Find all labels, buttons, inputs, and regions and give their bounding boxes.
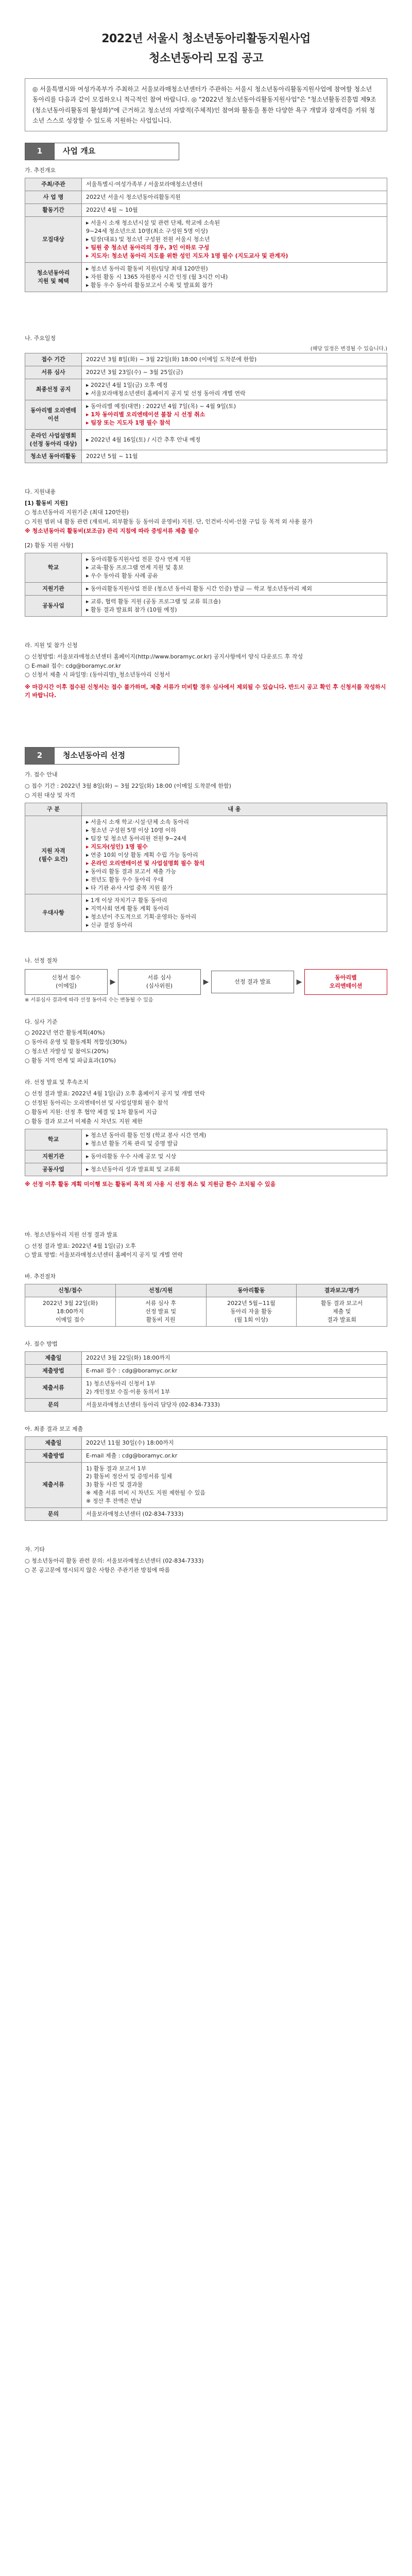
table-row [25, 553, 387, 583]
row-label: 최종선정 공지 [25, 379, 82, 400]
table-row [25, 1129, 387, 1150]
row-line: ▸ 청소년 동아리 활동비 지원(팀당 최대 120만원) [86, 265, 208, 272]
process-table [25, 1284, 387, 1327]
row-line: ▸ 우수 동아리 활동 사례 공유 [86, 572, 158, 579]
text-line: ○ 동아리 운영 및 활동계획 적합성(30%) [25, 1039, 127, 1046]
table-row [25, 204, 387, 217]
text-line: ○ 청소년동아리 지원기준 (최대 120만원) [25, 509, 129, 516]
row-content [82, 595, 387, 616]
row-line: 서울보라매청소년센터 (02-834-7333) [86, 1511, 184, 1518]
row-label: 우대사항 [25, 894, 82, 932]
row-line: ▸ 동아리 활동 결과 보고서 제출 가능 [86, 868, 177, 875]
text-line: ○ 청소년 자발성 및 참여도(20%) [25, 1048, 109, 1055]
row-content [82, 217, 387, 263]
text-line: ○ 2022년 연간 활동계획(40%) [25, 1029, 105, 1037]
row-label: 주최/주관 [25, 178, 82, 191]
table-row [25, 1462, 387, 1508]
table-header-row [25, 803, 387, 816]
support-table [25, 553, 387, 617]
row-label: 접수 기간 [25, 353, 82, 366]
column-header: 내 용 [82, 803, 387, 816]
row-content [82, 353, 387, 366]
text-line: ○ 선정 결과 발표: 2022년 4월 1일(금) 오후 홈페이지 공지 및 개별 연락 [25, 1090, 205, 1097]
row-line: 2022년 3월 8일(화) ~ 3월 22일(화) 18:00 (이메일 도착분에 한함) [86, 356, 257, 363]
row-line: ▸ 서울시 소재 학교·시설·단체 소속 동아리 [86, 819, 190, 826]
flow-arrow-icon: ▶ [296, 977, 302, 986]
reception-content [25, 782, 387, 800]
flow-arrow-icon: ▶ [203, 977, 209, 986]
application-content [25, 653, 387, 680]
row-line: ▸ 청소년 동아리 활동 인정 (학교 봉사 시간 연계) [86, 1131, 207, 1139]
row-line: ▸ 2022년 4월 16일(토) / 시간 추후 안내 예정 [86, 436, 201, 443]
row-line: 2022년 11월 30일(수) 18:00까지 [86, 1439, 174, 1446]
flow-step: 동아리별 오리엔테이션 [304, 969, 387, 995]
row-content [82, 1163, 387, 1176]
row-label: 제출서류 [25, 1377, 82, 1398]
row-content [82, 1364, 387, 1377]
row-line: ▸ 팀장(대표) 및 청소년 구성원 전원 서울시 청소년 [86, 235, 210, 243]
row-line: ▸ 청소년동아리 성과 발표회 및 교류회 [86, 1165, 180, 1173]
row-content [82, 1352, 387, 1365]
subsection-heading: 나. 선정 절차 [25, 957, 58, 964]
row-line: ▸ 청소년 구성원 5명 이상 10명 이하 [86, 826, 177, 834]
row-line: 1) 청소년동아리 신청서 1부 [86, 1380, 156, 1387]
table-cell: 2022년 3월 22일(화) 18:00까지 이메일 접수 [25, 1297, 116, 1327]
doc-title-line2: 청소년동아리 모집 공고 [149, 52, 263, 65]
row-line: ※ 정산 후 잔액은 반납 [86, 1498, 142, 1505]
row-content [82, 191, 387, 204]
table-row [25, 1436, 387, 1449]
row-content [82, 894, 387, 932]
row-line: ▸ 팀원 중 청소년 동아리의 경우, 3인 이하로 구성 [86, 244, 210, 251]
row-line: ▸ 연중 10회 이상 활동 계획 수립 가능 동아리 [86, 851, 198, 858]
text-line: ○ 청소년동아리 활동 관련 문의: 서울보라매청소년센터 (02-834-7333) [25, 1557, 204, 1565]
row-line: ▸ 신규 결성 동아리 [86, 922, 133, 929]
row-content [82, 429, 387, 450]
row-line: ▸ 팀장 및 청소년 동아리원 전원 9~24세 [86, 835, 186, 842]
row-label: 제출서류 [25, 1462, 82, 1508]
row-line: ▸ 지도자(성인) 1명 필수 [86, 843, 148, 850]
section-title: 청소년동아리 선정 [54, 748, 179, 764]
criteria-content [25, 1029, 387, 1065]
final-report-table [25, 1436, 387, 1521]
flow-arrow-icon: ▶ [110, 977, 116, 986]
row-line: 2022년 3월 22일(화) 18:00까지 [86, 1354, 170, 1362]
submission-table [25, 1351, 387, 1412]
row-label: 제출일 [25, 1352, 82, 1365]
row-line: ▸ 동아리활동 우수 사례 공모 및 시상 [86, 1153, 177, 1160]
subsection-heading: 가. 추진개요 [25, 167, 56, 174]
flow-step: 서류 심사 (심사위원) [118, 969, 201, 995]
section-number: 1 [25, 143, 54, 160]
column-header: 구 분 [25, 803, 82, 816]
text-line: ○ 활동 결과 보고서 미제출 시 차년도 지원 제한 [25, 1117, 143, 1125]
row-label: 서류 심사 [25, 366, 82, 379]
row-line: ※ 제출 서류 미비 시 차년도 지원 제한될 수 있음 [86, 1489, 205, 1497]
row-content [82, 204, 387, 217]
section-1-header [25, 143, 179, 160]
row-line: ▸ 활동 결과 발표회 참가 (10월 예정) [86, 606, 177, 613]
table-row [25, 353, 387, 366]
row-content [82, 1508, 387, 1521]
warning-text: ※ 마감시간 이후 접수된 신청서는 접수 불가하며, 제출 서류가 미비할 경우 심사에서 제외될 수 있습니다. 반드시 공고 확인 후 신청서를 작성하시기 바랍니다. [25, 684, 386, 699]
row-line: ▸ 팀장 또는 지도자 1명 필수 참석 [86, 419, 170, 426]
row-line: ▸ 지역사회 연계 활동 계획 동아리 [86, 905, 169, 912]
intro-box: ◎ 서울특별시와 여성가족부가 주최하고 서울보라매청소년센터가 주관하는 서울시 청소년동아리활동지원사업에 참여할 청소년 동아리를 다음과 같이 모집하오니 적극적인 참여 바랍니다. ◎ "2022년 청소년동아리활동지원사업"은 "청소년활동진흥법 제9조(청소년동아리활동의 활성화)"에 근거하고 청소년의 자발적(주체적)인 참여와 활동을 통한 다양한 욕구 개발과 잠재력을 키워 청소년 스스로 성장할 수 있도록 지원하는 사업입니다. [25, 78, 387, 132]
table-row [25, 1150, 387, 1163]
row-content [82, 1377, 387, 1398]
row-label: 청소년 동아리활동 [25, 450, 82, 463]
row-line: ▸ 타 기관 유사 사업 중복 지원 불가 [86, 884, 173, 891]
row-line: 2022년 4월 ~ 10월 [86, 207, 138, 214]
table-row [25, 191, 387, 204]
row-label: 지원기관 [25, 1150, 82, 1163]
subsection-heading: 다. 심사 기준 [25, 1018, 58, 1025]
row-label: 지원 자격 (필수 요건) [25, 816, 82, 894]
table-cell: 2022년 5월~11월 동아리 자율 활동 (월 1회 이상) [206, 1297, 297, 1327]
schedule-note: (해당 일정은 변경될 수 있습니다.) [310, 346, 387, 352]
eligibility-table [25, 803, 387, 932]
table-cell: 활동 결과 보고서 제출 및 결과 발표회 [297, 1297, 387, 1327]
row-label: 공동사업 [25, 1163, 82, 1176]
row-label: 학교 [25, 553, 82, 583]
row-line: 3) 활동 사진 및 결과물 [86, 1481, 143, 1488]
row-content [82, 400, 387, 429]
table-row [25, 1508, 387, 1521]
column-header: 선정/지원 [115, 1284, 206, 1297]
text-line: ○ 선정된 동아리는 오리엔테이션 및 사업설명회 필수 참석 [25, 1099, 168, 1107]
row-content [82, 1150, 387, 1163]
subsection-heading: 가. 접수 안내 [25, 771, 58, 778]
row-label: 지원기관 [25, 582, 82, 595]
row-label: 활동기간 [25, 204, 82, 217]
table-row [25, 894, 387, 932]
text-line: ○ 발표 방법: 서울보라매청소년센터 홈페이지 공지 및 개별 연락 [25, 1251, 183, 1259]
row-line: ▸ 동아리활동지원사업 전문 (청소년 동아리 활동 시간 인증) 발급 — 학교 청소년동아리 제외 [86, 585, 312, 592]
table-row [25, 816, 387, 894]
row-line: E-mail 접수 : cdg@boramyc.or.kr [86, 1367, 178, 1374]
row-line: ▸ 전년도 활동 우수 동아리 우대 [86, 876, 164, 883]
column-header: 결과보고/평가 [297, 1284, 387, 1297]
row-label: 동아리별 오리엔테이션 [25, 400, 82, 429]
schedule-table [25, 353, 387, 463]
subsection-heading: [2) 활동 지원 사항] [25, 542, 74, 549]
column-header: 신청/접수 [25, 1284, 116, 1297]
flow-step: 선정 결과 발표 [211, 971, 294, 993]
row-label: 제출일 [25, 1436, 82, 1449]
table-row [25, 1398, 387, 1411]
text-line: ○ 지원 대상 및 자격 [25, 792, 75, 799]
support-content [25, 499, 387, 535]
subsection-heading: 다. 지원내용 [25, 488, 56, 496]
text-line: ○ 본 공고문에 명시되지 않은 사항은 주관기관 방침에 따름 [25, 1567, 170, 1574]
row-line: ▸ 1차 동아리별 오리엔테이션 불참 시 선정 취소 [86, 411, 205, 418]
row-label: 공동사업 [25, 595, 82, 616]
table-row [25, 262, 387, 292]
row-label: 학교 [25, 1129, 82, 1150]
text-line: ○ 선정 결과 발표: 2022년 4월 1일(금) 오후 [25, 1242, 136, 1249]
subsection-heading: 마. 청소년동아리 지원 선정 결과 발표 [25, 1231, 118, 1238]
table-header-row [25, 1284, 387, 1297]
row-content [82, 450, 387, 463]
table-row [25, 1163, 387, 1176]
table-row [25, 582, 387, 595]
result-content [25, 1242, 387, 1260]
table-row [25, 178, 387, 191]
row-content [82, 1398, 387, 1411]
table-row [25, 217, 387, 263]
row-line: 서울특별시·여성가족부 / 서울보라매청소년센터 [86, 181, 203, 188]
row-content [82, 816, 387, 894]
row-line: 2) 활동비 정산서 및 증빙서류 일체 [86, 1473, 172, 1480]
table-row [25, 429, 387, 450]
row-label: 모집대상 [25, 217, 82, 263]
row-label: 제출방법 [25, 1364, 82, 1377]
warning-text: ※ 선정 이후 활동 계획 미이행 또는 활동비 목적 외 사용 시 선정 취소 및 지원금 환수 조치될 수 있음 [25, 1180, 276, 1188]
row-line: ▸ 서울시 소재 청소년시설 및 관련 단체, 학교에 소속된 [86, 219, 220, 227]
table-row [25, 595, 387, 616]
text-line: ○ E-mail 접수: cdg@boramyc.or.kr [25, 662, 121, 669]
row-line: 2022년 서울시 청소년동아리활동지원 [86, 194, 181, 201]
subsection-heading: 바. 추진절차 [25, 1273, 56, 1280]
text-line: ○ 신청방법: 서울보라매청소년센터 홈페이지(http://www.boramyc.or.kr) 공지사항에서 양식 다운로드 후 작성 [25, 653, 303, 660]
text-line: ○ 활동비 지원: 선정 후 협약 체결 및 1차 활동비 지급 [25, 1109, 158, 1116]
table-row [25, 1297, 387, 1327]
row-content [82, 178, 387, 191]
misc-content [25, 1557, 387, 1574]
column-header: 동아리활동 [206, 1284, 297, 1297]
text-line: ※ 청소년동아리 활동비(보조금) 관리 지침에 따라 증빙서류 제출 필수 [25, 528, 199, 535]
row-line: ▸ 활동 우수 동아리 활동보고서 수록 및 발표회 참가 [86, 281, 213, 289]
row-line: ▸ 1개 이상 자치기구 활동 동아리 [86, 897, 167, 904]
row-line: 9~24세 청소년으로 10명(최소 구성원 5명 이상) [86, 228, 208, 235]
text-line: [1) 활동비 지원] [25, 500, 68, 507]
row-line: 2) 개인정보 수집·이용 동의서 1부 [86, 1388, 170, 1395]
row-label: 온라인 사업설명회 (선정 동아리 대상) [25, 429, 82, 450]
subsection-heading: 자. 기타 [25, 1546, 45, 1553]
text-line: ○ 활동 지역 연계 및 파급효과(10%) [25, 1057, 116, 1064]
text-line: ○ 접수 기간 : 2022년 3월 8일(화) ~ 3월 22일(화) 18:00 (이메일 도착분에 한함) [25, 783, 231, 790]
row-content [82, 1436, 387, 1449]
subsection-heading: 라. 선정 발표 및 후속조치 [25, 1079, 89, 1086]
row-content [82, 1449, 387, 1462]
section-2-header [25, 747, 179, 765]
row-content [82, 1462, 387, 1508]
row-line: ▸ 서울보라매청소년센터 홈페이지 공지 및 선정 동아리 개별 연락 [86, 389, 246, 397]
row-line: E-mail 제출 : cdg@boramyc.or.kr [86, 1452, 178, 1459]
row-content [82, 553, 387, 583]
follow-up-table [25, 1129, 387, 1176]
doc-title-line1: 2022년 서울시 청소년동아리활동지원사업 [101, 32, 311, 45]
subsection-heading: 아. 최종 결과 보고 제출 [25, 1425, 83, 1432]
text-line: ○ 신청서 제출 시 파일명: (동아리명)_청소년동아리 신청서 [25, 671, 170, 679]
table-row [25, 1377, 387, 1398]
row-line: ▸ 청소년 활동 기록 관리 및 증명 발급 [86, 1140, 178, 1147]
table-row [25, 1352, 387, 1365]
row-line: 서울보라매청소년센터 동아리 담당자 (02-834-7333) [86, 1401, 220, 1408]
table-row [25, 400, 387, 429]
row-label: 문의 [25, 1508, 82, 1521]
subsection-heading: 사. 접수 방법 [25, 1341, 58, 1348]
section-number: 2 [25, 748, 54, 764]
row-line: ▸ 동아리별 예정(대면) : 2022년 4월 7일(목) ~ 4월 9일(토) [86, 402, 236, 410]
section-title: 사업 개요 [54, 143, 179, 160]
text-line: ○ 지원 범위 내 활동 관련 (재료비, 외부활동 등 동아리 운영비) 지원. 단, 인건비·식비·선물 구입 등 목적 외 사용 불가 [25, 518, 313, 526]
overview-table [25, 178, 387, 292]
row-content [82, 582, 387, 595]
row-label: 제출방법 [25, 1449, 82, 1462]
row-line: ▸ 2022년 4월 1일(금) 오후 예정 [86, 381, 168, 388]
table-row [25, 1364, 387, 1377]
announcement-content [25, 1090, 387, 1126]
row-label: 청소년동아리 지원 및 혜택 [25, 262, 82, 292]
subsection-heading: 나. 주요일정 [25, 334, 56, 342]
table-row [25, 379, 387, 400]
row-line: ▸ 지도자: 청소년 동아리 지도를 위한 성인 지도자 1명 필수 (지도교사 및 관계자) [86, 252, 288, 259]
row-line: ▸ 교류, 협력 활동 지원 (공동 프로그램 및 교류 워크숍) [86, 598, 221, 605]
flow-note: ※ 서류심사 결과에 따라 선정 동아리 수는 변동될 수 있음 [25, 997, 153, 1004]
row-content [82, 379, 387, 400]
row-line: ▸ 온라인 오리엔테이션 및 사업설명회 필수 참석 [86, 859, 205, 867]
row-label: 사 업 명 [25, 191, 82, 204]
selection-flow [25, 969, 387, 995]
row-content [82, 262, 387, 292]
row-line: ▸ 청소년이 주도적으로 기획·운영하는 동아리 [86, 913, 197, 921]
row-content [82, 1129, 387, 1150]
table-row [25, 366, 387, 379]
row-line: ▸ 동아리활동지원사업 전문 강사 연계 지원 [86, 556, 191, 563]
row-line: 1) 활동 결과 보고서 1부 [86, 1465, 147, 1472]
flow-step: 신청서 접수 (이메일) [25, 969, 108, 995]
row-line: 2022년 3월 23일(수) ~ 3월 25일(금) [86, 368, 183, 376]
table-cell: 서류 심사 후 선정 발표 및 활동비 지원 [115, 1297, 206, 1327]
row-line: ▸ 교육·활동 프로그램 연계 지원 및 홍보 [86, 564, 184, 571]
table-row [25, 1449, 387, 1462]
row-line: ▸ 자원 활동 시 1365 자원봉사 시간 인정 (월 3시간 이내) [86, 273, 228, 280]
row-content [82, 366, 387, 379]
row-line: 2022년 5월 ~ 11월 [86, 453, 138, 460]
table-row [25, 450, 387, 463]
row-label: 문의 [25, 1398, 82, 1411]
subsection-heading: 라. 지원 및 참가 신청 [25, 641, 78, 649]
